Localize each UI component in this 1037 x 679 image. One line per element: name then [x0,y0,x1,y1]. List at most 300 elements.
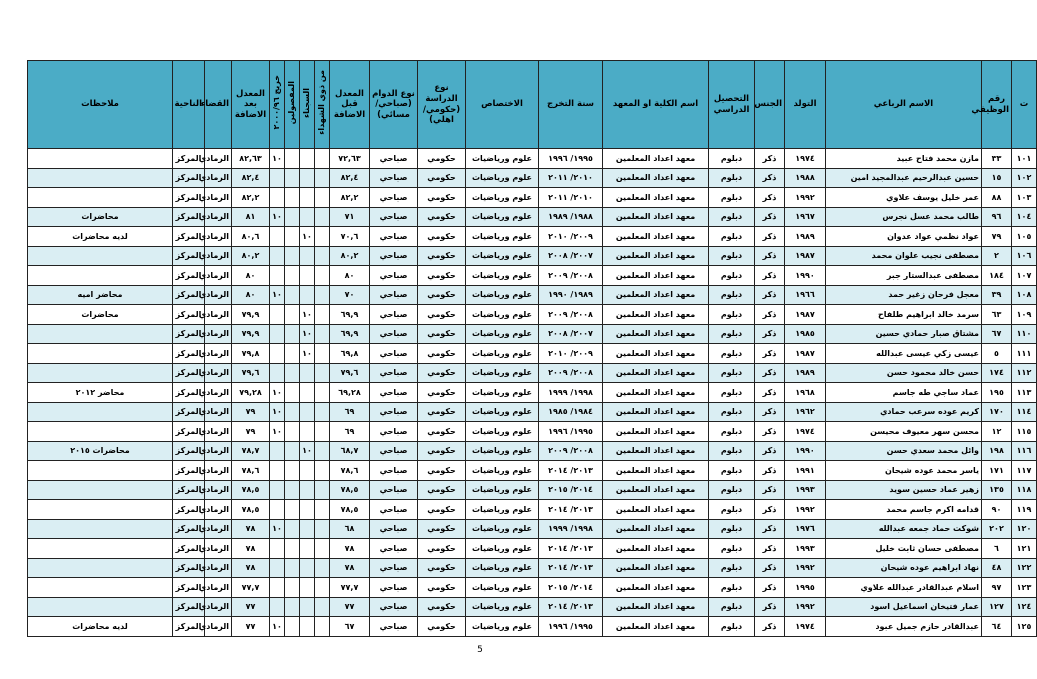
cell-seq-number: ١١٢ [1012,363,1037,383]
cell-graduation-year: ٢٠٠٩/ ٢٠١٠ [539,227,603,247]
cell-graduation-year: ٢٠٠٨/ ٢٠٠٩ [539,305,603,325]
cell-study-type: حكومي [418,597,466,617]
cell-specialization: علوم ورياضيات [466,480,539,500]
cell-dismissed [285,383,300,403]
candidates-table [27,60,1037,637]
cell-full-name: مازن محمد فتاح عبيد [826,149,982,169]
cell-full-name: مصطفى نجيب علوان محمد [826,246,982,266]
cell-average-after: ٧٩ [232,422,270,442]
cell-birth-year: ١٩٩٢ [785,558,826,578]
cell-study-type: حكومي [418,168,466,188]
cell-average-before: ٧٨,٦ [330,461,370,481]
cell-average-after: ٧٨,٦ [232,461,270,481]
cell-district: الرمادي [205,188,232,208]
cell-district: الرمادي [205,578,232,598]
cell-graduate-96-2000 [270,188,285,208]
cell-district: الرمادي [205,227,232,247]
cell-average-after: ٧٧ [232,597,270,617]
cell-employee-id: ١٢٧ [982,597,1012,617]
cell-study-type: حكومي [418,539,466,559]
cell-prisoners: ١٠ [300,324,315,344]
cell-employee-id: ١٩٥ [982,383,1012,403]
table-row [28,324,1037,344]
cell-graduate-96-2000: ١٠ [270,149,285,169]
cell-district: الرمادي [205,461,232,481]
cell-college-name: معهد اعداد المعلمين [603,500,709,520]
cell-seq-number: ١٠٩ [1012,305,1037,325]
cell-average-after: ٧٩,٩ [232,305,270,325]
cell-college-name: معهد اعداد المعلمين [603,422,709,442]
cell-full-name: طالب محمد عسل نجرس [826,207,982,227]
cell-prisoners: ١٠ [300,441,315,461]
cell-shift-type: صباحي [370,285,418,305]
cell-employee-id: ٣٣ [982,149,1012,169]
cell-dismissed [285,597,300,617]
cell-specialization: علوم ورياضيات [466,266,539,286]
cell-notes [28,422,173,442]
cell-specialization: علوم ورياضيات [466,617,539,637]
cell-study-type: حكومي [418,461,466,481]
cell-seq-number: ١٠٢ [1012,168,1037,188]
cell-district: الرمادي [205,246,232,266]
cell-district: الرمادي [205,266,232,286]
table-row [28,617,1037,637]
cell-employee-id: ٩٦ [982,207,1012,227]
cell-graduate-96-2000 [270,344,285,364]
cell-education-level: دبلوم [709,168,755,188]
cell-college-name: معهد اعداد المعلمين [603,324,709,344]
cell-prisoners [300,480,315,500]
cell-full-name: مصطفى عبدالستار جبر [826,266,982,286]
cell-prisoners [300,500,315,520]
cell-martyrs-family [315,383,330,403]
cell-birth-year: ١٩٩٣ [785,480,826,500]
cell-average-after: ٧٨,٧ [232,441,270,461]
cell-shift-type: صباحي [370,461,418,481]
cell-graduate-96-2000 [270,578,285,598]
cell-notes [28,597,173,617]
cell-birth-year: ١٩٨٧ [785,246,826,266]
cell-average-after: ٧٧ [232,617,270,637]
cell-average-after: ٨٠ [232,285,270,305]
cell-full-name: عمر خليل يوسف علاوي [826,188,982,208]
cell-gender: ذكر [755,558,785,578]
cell-birth-year: ١٩٦٦ [785,285,826,305]
cell-study-type: حكومي [418,519,466,539]
cell-specialization: علوم ورياضيات [466,402,539,422]
cell-seq-number: ١٠١ [1012,149,1037,169]
cell-martyrs-family [315,617,330,637]
cell-subdistrict: المركز [173,383,205,403]
table-body [28,149,1037,637]
cell-gender: ذكر [755,266,785,286]
cell-full-name: اسلام عبدالقادر عبدالله علاوي [826,578,982,598]
cell-subdistrict: المركز [173,461,205,481]
cell-specialization: علوم ورياضيات [466,168,539,188]
cell-shift-type: صباحي [370,500,418,520]
cell-gender: ذكر [755,519,785,539]
cell-seq-number: ١٠٣ [1012,188,1037,208]
cell-employee-id: ٦ [982,539,1012,559]
cell-average-before: ٦٩,٩ [330,305,370,325]
cell-district: الرمادي [205,402,232,422]
cell-employee-id: ١٩٨ [982,441,1012,461]
cell-average-after: ٨٢,٦٣ [232,149,270,169]
cell-shift-type: صباحي [370,149,418,169]
cell-prisoners [300,383,315,403]
cell-dismissed [285,285,300,305]
cell-birth-year: ١٩٩١ [785,461,826,481]
header-average-before: المعدل قبل الاضافة [330,61,370,149]
cell-birth-year: ١٩٩٢ [785,500,826,520]
cell-gender: ذكر [755,149,785,169]
cell-graduation-year: ٢٠١٣/ ٢٠١٤ [539,558,603,578]
cell-district: الرمادي [205,149,232,169]
cell-prisoners [300,363,315,383]
cell-district: الرمادي [205,285,232,305]
cell-dismissed [285,500,300,520]
table-header-row [28,61,1037,149]
cell-gender: ذكر [755,441,785,461]
cell-college-name: معهد اعداد المعلمين [603,441,709,461]
table-row [28,168,1037,188]
cell-seq-number: ١١١ [1012,344,1037,364]
cell-full-name: عيسى زكي عيسى عبدالله [826,344,982,364]
cell-average-before: ٧٢,٦٣ [330,149,370,169]
cell-employee-id: ١٧١ [982,461,1012,481]
cell-college-name: معهد اعداد المعلمين [603,480,709,500]
cell-notes [28,168,173,188]
cell-birth-year: ١٩٧٤ [785,617,826,637]
cell-graduation-year: ٢٠١٣/ ٢٠١٤ [539,461,603,481]
cell-average-after: ٧٩,٦ [232,363,270,383]
cell-notes [28,578,173,598]
cell-prisoners [300,617,315,637]
cell-graduate-96-2000 [270,500,285,520]
cell-specialization: علوم ورياضيات [466,539,539,559]
cell-prisoners: ١٠ [300,344,315,364]
cell-shift-type: صباحي [370,578,418,598]
cell-graduate-96-2000 [270,168,285,188]
cell-martyrs-family [315,558,330,578]
cell-dismissed [285,558,300,578]
cell-subdistrict: المركز [173,285,205,305]
cell-graduate-96-2000: ١٠ [270,617,285,637]
cell-graduation-year: ١٩٨٩/ ١٩٩٠ [539,285,603,305]
cell-employee-id: ١٧٠ [982,402,1012,422]
cell-shift-type: صباحي [370,422,418,442]
cell-average-before: ٨٢,٢ [330,188,370,208]
cell-full-name: ياسر محمد عوده شيحان [826,461,982,481]
cell-notes [28,149,173,169]
cell-education-level: دبلوم [709,519,755,539]
cell-notes [28,461,173,481]
table-row [28,422,1037,442]
cell-notes [28,188,173,208]
cell-martyrs-family [315,480,330,500]
cell-college-name: معهد اعداد المعلمين [603,207,709,227]
cell-seq-number: ١٢٣ [1012,578,1037,598]
cell-martyrs-family [315,227,330,247]
cell-graduation-year: ٢٠٠٧/ ٢٠٠٨ [539,324,603,344]
cell-specialization: علوم ورياضيات [466,383,539,403]
cell-seq-number: ١١٦ [1012,441,1037,461]
cell-specialization: علوم ورياضيات [466,285,539,305]
cell-notes [28,246,173,266]
header-dismissed: المفصولين [285,61,300,149]
cell-dismissed [285,207,300,227]
cell-dismissed [285,422,300,442]
cell-birth-year: ١٩٩٠ [785,266,826,286]
cell-specialization: علوم ورياضيات [466,324,539,344]
cell-gender: ذكر [755,500,785,520]
cell-dismissed [285,246,300,266]
cell-employee-id: ٤٨ [982,558,1012,578]
cell-employee-id: ١٥ [982,168,1012,188]
cell-seq-number: ١٢٢ [1012,558,1037,578]
cell-full-name: كريم عوده سرعب حمادي [826,402,982,422]
cell-seq-number: ١١٤ [1012,402,1037,422]
cell-notes [28,324,173,344]
cell-education-level: دبلوم [709,305,755,325]
cell-study-type: حكومي [418,578,466,598]
cell-prisoners: ١٠ [300,305,315,325]
cell-dismissed [285,539,300,559]
cell-employee-id: ٥ [982,344,1012,364]
table-row [28,539,1037,559]
cell-study-type: حكومي [418,324,466,344]
cell-notes: لديه محاضرات [28,617,173,637]
cell-average-after: ٧٧,٧ [232,578,270,598]
cell-specialization: علوم ورياضيات [466,227,539,247]
cell-study-type: حكومي [418,227,466,247]
cell-shift-type: صباحي [370,246,418,266]
cell-education-level: دبلوم [709,617,755,637]
table-row [28,578,1037,598]
header-graduation-year: سنة التخرج [539,61,603,149]
cell-gender: ذكر [755,539,785,559]
cell-seq-number: ١١٨ [1012,480,1037,500]
cell-full-name: سرمد خالد ابراهيم طلفاح [826,305,982,325]
cell-specialization: علوم ورياضيات [466,519,539,539]
cell-college-name: معهد اعداد المعلمين [603,188,709,208]
cell-birth-year: ١٩٨٩ [785,227,826,247]
cell-prisoners [300,168,315,188]
cell-seq-number: ١١٠ [1012,324,1037,344]
cell-notes [28,266,173,286]
cell-notes [28,480,173,500]
cell-employee-id: ٢ [982,246,1012,266]
header-district: القضاء [205,61,232,149]
cell-district: الرمادي [205,558,232,578]
cell-notes: لديه محاضرات [28,227,173,247]
cell-education-level: دبلوم [709,188,755,208]
cell-dismissed [285,402,300,422]
cell-prisoners [300,578,315,598]
cell-average-before: ٨٠,٢ [330,246,370,266]
cell-notes: محاضرات [28,305,173,325]
cell-dismissed [285,149,300,169]
cell-subdistrict: المركز [173,597,205,617]
table-row [28,480,1037,500]
cell-graduation-year: ٢٠١٠/ ٢٠١١ [539,188,603,208]
cell-study-type: حكومي [418,617,466,637]
cell-shift-type: صباحي [370,539,418,559]
cell-employee-id: ٦٧ [982,324,1012,344]
cell-dismissed [285,363,300,383]
cell-notes [28,363,173,383]
cell-specialization: علوم ورياضيات [466,207,539,227]
table-row [28,149,1037,169]
cell-study-type: حكومي [418,188,466,208]
cell-notes [28,500,173,520]
cell-seq-number: ١٠٥ [1012,227,1037,247]
cell-average-before: ٦٨,٧ [330,441,370,461]
cell-education-level: دبلوم [709,578,755,598]
cell-full-name: شوكت حماد جمعه عبدالله [826,519,982,539]
cell-graduation-year: ٢٠٠٨/ ٢٠٠٩ [539,363,603,383]
cell-district: الرمادي [205,480,232,500]
cell-employee-id: ٣٩ [982,285,1012,305]
cell-gender: ذكر [755,461,785,481]
cell-dismissed [285,324,300,344]
cell-subdistrict: المركز [173,539,205,559]
header-subdistrict: الناحية [173,61,205,149]
cell-college-name: معهد اعداد المعلمين [603,402,709,422]
cell-college-name: معهد اعداد المعلمين [603,227,709,247]
cell-specialization: علوم ورياضيات [466,500,539,520]
header-martyrs-family: من ذوي الشهداء [315,61,330,149]
cell-education-level: دبلوم [709,246,755,266]
cell-specialization: علوم ورياضيات [466,344,539,364]
cell-martyrs-family [315,422,330,442]
cell-specialization: علوم ورياضيات [466,363,539,383]
cell-shift-type: صباحي [370,558,418,578]
header-shift-type: نوع الدوام (صباحي/ مسائي) [370,61,418,149]
cell-shift-type: صباحي [370,227,418,247]
cell-subdistrict: المركز [173,227,205,247]
cell-average-before: ٧٨ [330,539,370,559]
cell-full-name: حسن خالد محمود حسن [826,363,982,383]
cell-average-after: ٨٠,٦ [232,227,270,247]
header-education-level: التحصيل الدراسي [709,61,755,149]
cell-birth-year: ١٩٧٦ [785,519,826,539]
cell-district: الرمادي [205,383,232,403]
header-employee-id: رقم الوظيفي [982,61,1012,149]
cell-education-level: دبلوم [709,383,755,403]
cell-full-name: زهير عماد حسين سويد [826,480,982,500]
cell-district: الرمادي [205,519,232,539]
cell-notes [28,558,173,578]
cell-gender: ذكر [755,422,785,442]
cell-education-level: دبلوم [709,558,755,578]
cell-college-name: معهد اعداد المعلمين [603,597,709,617]
cell-prisoners [300,539,315,559]
cell-shift-type: صباحي [370,207,418,227]
cell-full-name: عمار فتيخان اسماعيل اسود [826,597,982,617]
cell-notes [28,539,173,559]
cell-specialization: علوم ورياضيات [466,461,539,481]
cell-gender: ذكر [755,597,785,617]
cell-graduate-96-2000 [270,305,285,325]
cell-average-before: ٦٩,٢٨ [330,383,370,403]
cell-education-level: دبلوم [709,363,755,383]
cell-graduation-year: ١٩٩٨/ ١٩٩٩ [539,383,603,403]
cell-birth-year: ١٩٩٢ [785,597,826,617]
cell-birth-year: ١٩٨٥ [785,324,826,344]
cell-college-name: معهد اعداد المعلمين [603,149,709,169]
header-notes: ملاحظات [28,61,173,149]
cell-graduate-96-2000: ١٠ [270,207,285,227]
cell-graduate-96-2000 [270,539,285,559]
cell-education-level: دبلوم [709,422,755,442]
cell-martyrs-family [315,285,330,305]
cell-education-level: دبلوم [709,402,755,422]
cell-prisoners [300,246,315,266]
cell-full-name: حسين عبدالرحيم عبدالمجيد امين [826,168,982,188]
cell-martyrs-family [315,461,330,481]
cell-prisoners [300,597,315,617]
cell-martyrs-family [315,188,330,208]
cell-study-type: حكومي [418,285,466,305]
cell-prisoners [300,285,315,305]
table-row [28,363,1037,383]
cell-seq-number: ١١٥ [1012,422,1037,442]
table-row [28,500,1037,520]
cell-shift-type: صباحي [370,617,418,637]
cell-subdistrict: المركز [173,305,205,325]
cell-study-type: حكومي [418,500,466,520]
cell-birth-year: ١٩٨٧ [785,344,826,364]
cell-gender: ذكر [755,168,785,188]
cell-district: الرمادي [205,539,232,559]
table-row [28,305,1037,325]
header-full-name: الاسم الرباعي [826,61,982,149]
cell-average-after: ٧٨ [232,519,270,539]
cell-martyrs-family [315,149,330,169]
cell-dismissed [285,344,300,364]
table-row [28,246,1037,266]
cell-district: الرمادي [205,324,232,344]
cell-average-before: ٧١ [330,207,370,227]
cell-graduate-96-2000 [270,480,285,500]
cell-college-name: معهد اعداد المعلمين [603,168,709,188]
cell-seq-number: ١٠٨ [1012,285,1037,305]
cell-district: الرمادي [205,597,232,617]
cell-average-after: ٨١ [232,207,270,227]
cell-average-after: ٨٢,٢ [232,188,270,208]
cell-average-after: ٧٩,٢٨ [232,383,270,403]
cell-specialization: علوم ورياضيات [466,558,539,578]
cell-prisoners: ١٠ [300,227,315,247]
cell-prisoners [300,149,315,169]
cell-district: الرمادي [205,363,232,383]
cell-shift-type: صباحي [370,597,418,617]
cell-average-before: ٦٩,٩ [330,324,370,344]
cell-district: الرمادي [205,168,232,188]
header-gender: الجنس [755,61,785,149]
cell-average-before: ٦٩ [330,422,370,442]
cell-education-level: دبلوم [709,227,755,247]
cell-average-after: ٧٩,٩ [232,324,270,344]
cell-birth-year: ١٩٩٥ [785,578,826,598]
cell-martyrs-family [315,305,330,325]
cell-notes: محاضر ٢٠١٢ [28,383,173,403]
cell-average-after: ٨٢,٤ [232,168,270,188]
cell-shift-type: صباحي [370,305,418,325]
cell-birth-year: ١٩٨٧ [785,305,826,325]
cell-full-name: محسن سهر معيوف محيسن [826,422,982,442]
